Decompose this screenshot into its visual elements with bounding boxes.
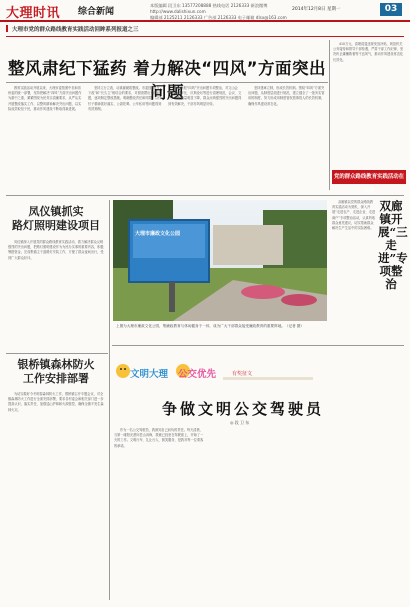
main-article-col3: 集中开展“四风”突出问题专项整治，对文山会海、检查评比、庆典论坛等进行清理规范，会议、文件、简报数量明显下降，群众反映强烈的突出问题得到有效解决，干部作风明显好转。	[168, 86, 242, 106]
photo-caption: 上图为大理市廉政文化公园，集廉政教育与休闲健身于一体，成为广大干部群众接受廉政教育的重要阵地。（记者 摄）	[116, 324, 305, 328]
article2-headline-line1: 银桥镇森林防火	[17, 358, 95, 371]
series-rule	[6, 36, 404, 37]
header-info	[150, 3, 290, 21]
header-info-line1: 本版编辑 段卫东 13577208888 热线电话 2126333 新浪微博 http://www.dalishixun.com	[150, 3, 268, 14]
column-divider	[329, 40, 330, 190]
article1-headline-line1: 凤仪镇抓实	[28, 205, 84, 218]
essay-col1: 作为一名公交驾驶员，我深知自己肩负的责任。每天清晨，当第一缕阳光洒向苍山洱海，我就已经坐在驾驶座上，开始了一天的工作。文明行车、礼让行人、微笑服务，是我对每一位乘客的承诺。	[114, 428, 204, 448]
essay-author: ◎ 段 卫 东	[230, 420, 250, 425]
series-title: 大理市党的群众路线教育实践活动回眸系列报道之三	[12, 27, 139, 33]
park-photo-image	[113, 200, 327, 321]
park-photo	[113, 200, 327, 321]
left-column-divider	[109, 200, 110, 600]
issue-date: 2014年12月8日 星期一	[292, 7, 341, 12]
park-sign-text: 大理市廉政文化公园	[135, 231, 181, 237]
section-title: 综合新闻	[78, 7, 115, 17]
campaign-heading: 党的群众路线教育实践活动在大理	[332, 170, 406, 184]
column-title-wenming: 文明大理	[130, 369, 169, 380]
series-marker	[6, 25, 8, 32]
vertical-article-body: 双廊镇以党的群众路线教育实践活动为契机，深入开展“走进农户、走进企业、走进商户”专项整治活动，认真听取群众意见建议，切实帮助群众解决生产生活中的实际困难。	[332, 200, 376, 231]
newspaper-logo: 大理时讯	[6, 6, 61, 21]
article2-headline-line2: 工作安排部署	[23, 372, 89, 385]
left-rule	[6, 353, 108, 354]
article2-body: 为切实做好今冬明春森林防火工作，银桥镇召开专题会议，对全镇森林防火工作进行全面安排部署，要求各村委会和相关部门进一步提高认识，落实责任，加强巡山护林和火源管控，确保全镇不发生森林火灾。	[8, 392, 104, 412]
header-info-line2: 编辑部 2125211 2126333 广告部 2126333 电子邮箱 dlsx@163.com	[150, 15, 287, 20]
column-title-gongjiao: 公交优先	[178, 369, 217, 380]
vertical-headline: 双廊镇开展“三走进”专项整治	[378, 199, 408, 291]
main-article-col1: 教育实践活动开展以来，大理市委按照中央和省州委的统一部署，坚持把解决“四风”方面突出问题作为重中之重，紧紧围绕为民务实清廉要求，从严从实开展整改落实工作，以整风精神解决突出问题，以实际成效取信于民，推动作风建设不断取得新进展。	[8, 86, 82, 111]
page-number: 03	[380, 3, 402, 16]
article1-body: 凤仪镇深入开展党的群众路线教育实践活动，着力解决群众反映强烈的突出问题，把路灯照明建设作为为民办实事的重要内容，积极筹措资金，完成集镇主干道路灯安装工作，方便了群众夜间出行，受到广大群众好评。	[8, 240, 104, 260]
section-rule	[6, 195, 404, 196]
right-column-text: 410万元，清理清退违规发放补贴，规范机关公务接待和领导干部待遇，严肃干部工作纪律，坚决纠正庸懒散奢等不良风气，推动作风建设常态化长效化。	[333, 42, 404, 62]
essay-contest-tag: 有奖征文	[232, 371, 253, 377]
main-article-col4: 坚持建章立制，形成长效机制。围绕“四风”方面突出问题，从制度层面进行规范，建立健全了一批务实管用的制度，努力形成用制度管权管事管人的长效机制，确保作风建设常态化。	[248, 86, 325, 106]
essay-col3	[310, 428, 404, 600]
main-headline: 整风肃纪下猛药 着力解决“四风”方面突出问题	[8, 59, 326, 102]
article1-headline-line2: 路灯照明建设项目	[12, 219, 100, 232]
banner-rule	[112, 345, 404, 346]
headline-rule	[6, 82, 328, 83]
main-article-col2: 坚持立行立改，动真碰硬抓整改。市委按照“当下改”和“长久立”相结合的要求，对照查摆出来的问题，逐项制定整改措施，明确整改责任和时限，以钉钉子精神抓好落实，公款吃喝、公车私用等问题得到有效遏制。	[88, 86, 162, 111]
essay-headline: 争做文明公交驾驶员	[161, 400, 324, 418]
essay-col2	[212, 428, 304, 600]
